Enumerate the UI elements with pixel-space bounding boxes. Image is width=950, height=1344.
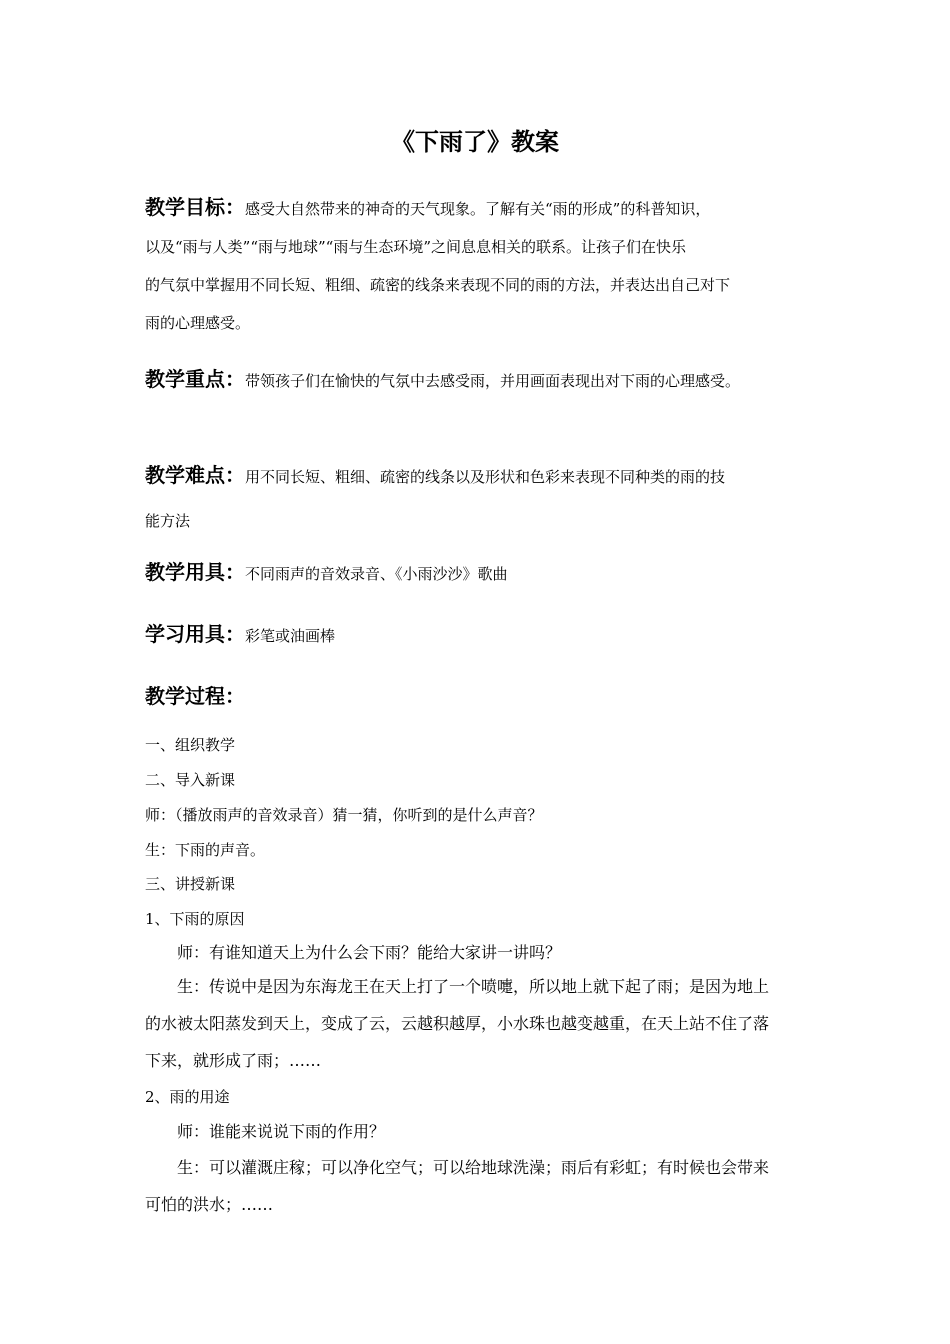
process-label: 教学过程： [145,684,245,708]
answer-1-line2: 的水被太阳蒸发到天上，变成了云，云越积越厚，小水珠也越变越重，在天上站不住了落 [145,1014,770,1033]
key-point-section [145,360,825,400]
answer-2-line1: 生：可以灌溉庄稼；可以净化空气；可以给地球洗澡；雨后有彩虹；有时候也会带来 [177,1158,770,1177]
learning-tools-text: 彩笔或油画棒 [245,627,336,645]
student-answer-2 [145,1149,825,1223]
difficulty-text-line2: 能方法 [145,512,191,530]
process-line: 三、讲授新课 [145,875,236,893]
answer-1-line1: 生：传说中是因为东海龙王在天上打了一个喷嚏，所以地上就下起了雨；是因为地上 [177,977,770,996]
process-line: 二、导入新课 [145,771,236,789]
objective-text-line3: 的气氛中掌握用不同长短、粗细、疏密的线条来表现不同的雨的方法，并表达出自己对下 [145,276,731,294]
answer-1-line3: 下来，就形成了雨；…… [145,1051,322,1070]
difficulty-label: 教学难点： [145,463,245,487]
difficulty-text-line1: 用不同长短、粗细、疏密的线条以及形状和色彩来表现不同种类的雨的技 [245,468,726,486]
process-line: 生：下雨的声音。 [145,841,266,859]
page-title: 《下雨了》教案 [391,128,559,156]
student-answer-1 [145,968,825,1079]
objective-section [145,188,825,342]
teacher-question-1: 师：有谁知道天上为什么会下雨？能给大家讲一讲吗？ [177,943,562,962]
teaching-tools-section [145,553,825,593]
learning-tools-section [145,615,825,655]
key-point-label: 教学重点： [145,367,245,391]
objective-text-line4: 雨的心理感受。 [145,314,251,332]
learning-tools-label: 学习用具： [145,622,245,646]
key-point-text: 带领孩子们在愉快的气氛中去感受雨，并用画面表现出对下雨的心理感受。 [245,372,741,390]
answer-2-line2: 可怕的洪水；…… [145,1195,274,1214]
objective-label: 教学目标： [145,195,245,219]
process-line: 师：（播放雨声的音效录音）猜一猜，你听到的是什么声音？ [145,806,543,824]
teaching-tools-label: 教学用具： [145,560,245,584]
process-line: 一、组织教学 [145,736,236,754]
objective-text-line2: 以及“雨与人类”“雨与地球”“雨与生态环境”之间息息相关的联系。让孩子们在快乐 [145,238,687,256]
process-line: 1、下雨的原因 [145,910,245,928]
process-section [145,677,825,717]
section-2-heading: 2、雨的用途 [145,1088,230,1106]
teacher-question-2: 师：谁能来说说下雨的作用？ [177,1122,386,1141]
teaching-tools-text: 不同雨声的音效录音、《小雨沙沙》歌曲 [245,565,508,583]
difficulty-section [145,456,825,546]
objective-text-line1: 感受大自然带来的神奇的天气现象。了解有关“雨的形成”的科普知识， [245,200,711,218]
